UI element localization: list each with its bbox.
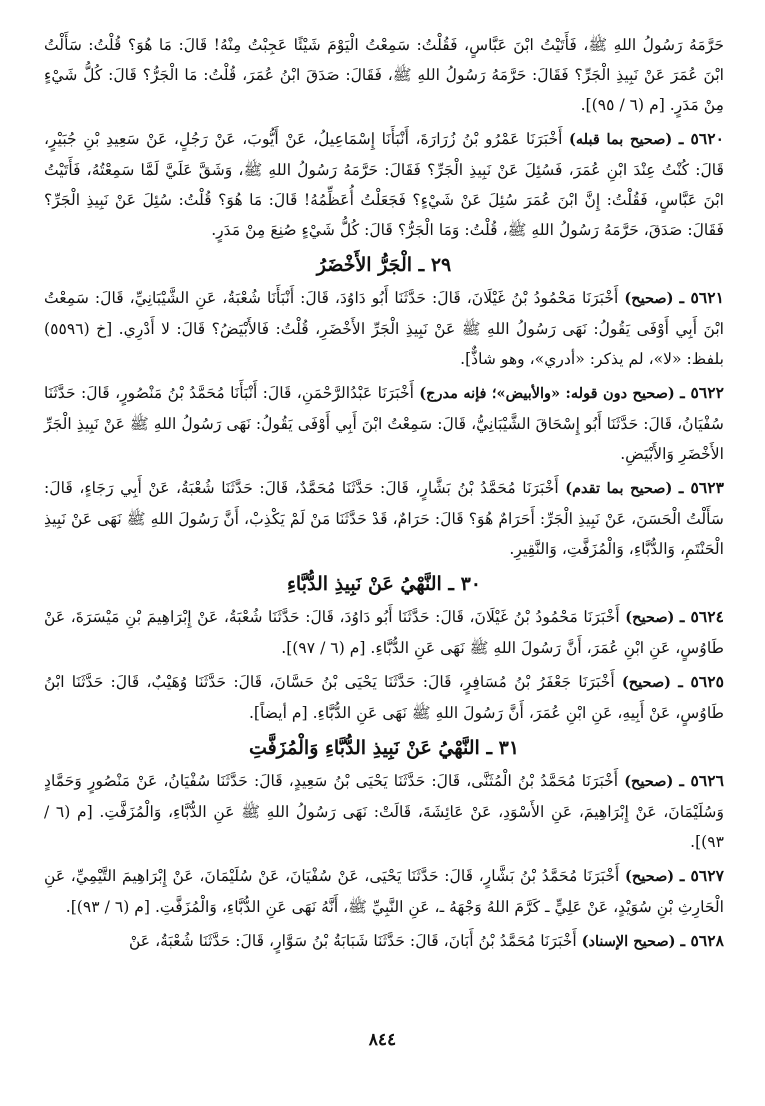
hadith-5626 [44,766,724,857]
chapter-heading-30: ٣٠ ـ النَّهْيُ عَنْ نَبِيذِ الدُّبَّاءِ [286,573,482,595]
page-number: ٨٤٤ [368,1030,397,1050]
hadith-grade: (صحيح) [625,868,675,885]
hadith-text: أَخْبَرَنَا جَعْفَرُ بْنُ مُسَافِرٍ، قَالَ: حَدَّثَنَا يَحْيَى بْنُ حَسَّانَ، قَالَ: حَدَّثَنَا وُهَيْبٌ، قَالَ: حَدَّثَنَا ابْنُ طَاوُسٍ، عَنْ أَبِيهِ، عَنِ ابْنِ عُمَرَ، أَنَّ رَسُولَ اللهِ ﷺ نَهَى عَنِ الدُّبَّاءِ. [م أيضاً]. [44,673,724,722]
hadith-number: ٥٦٢٥ ـ [678,672,724,691]
hadith-text: أَخْبَرَنَا عَمْرُو بْنُ زُرَارَةَ، أَنْبَأَنَا إِسْمَاعِيلُ، عَنْ أَيُّوبَ، عَنْ رَجُلٍ، عَنْ سَعِيدِ بْنِ جُبَيْرٍ، قَالَ: كُنْتُ عِنْدَ ابْنِ عُمَرَ، فَسُئِلَ عَنْ نَبِيذِ الْجَرِّ؟ فَقَالَ: حَرَّمَهُ رَسُولُ اللهِ ﷺ، وَشَقَّ عَلَيَّ لَمَّا سَمِعْتُهُ، فَأَتَيْتُ ابْنَ عَبَّاسٍ، فَقُلْتُ: إِنَّ ابْنَ عُمَرَ سُئِلَ عَنْ شَيْءٍ؟ فَجَعَلْتُ أُعَظِّمُهُ! قَالَ: مَا هُوَ؟ قُلْتُ: سُئِلَ عَنْ نَبِيذِ الْجَرِّ؟ فَقَالَ: صَدَقَ، حَرَّمَهُ رَسُولُ اللهِ ﷺ، قُلْتُ: وَمَا الْجَرُّ؟ قَالَ: كُلُّ شَيْءٍ صُنِعَ مِنْ مَدَرٍ. [44,130,724,239]
hadith-grade: (صحيح) [624,773,674,790]
hadith-text: أَخْبَرَنَا مُحَمَّدُ بْنُ الْمُثَنَّى، قَالَ: حَدَّثَنَا يَحْيَى بْنُ سَعِيدٍ، قَالَ: حَدَّثَنَا سُفْيَانُ، عَنْ مَنْصُورٍ وَحَمَّادٍ وَسُلَيْمَانَ، عَنْ إِبْرَاهِيمَ، عَنِ الأَسْوَدِ، عَنْ عَائِشَةَ، قَالَتْ: نَهَى رَسُولُ اللهِ ﷺ عَنِ الدُّبَّاءِ، وَالْمُزَفَّتِ. [م (٦ / ٩٣)]. [44,772,724,851]
hadith-5622 [44,378,724,469]
hadith-number: ٥٦٢٧ ـ [679,866,724,885]
hadith-grade: (صحيح بما قبله) [569,131,673,148]
hadith-5620 [44,124,724,245]
hadith-5628 [44,926,724,957]
hadith-text: أَخْبَرَنَا مُحَمَّدُ بْنُ بَشَّارٍ، قَالَ: حَدَّثَنَا مُحَمَّدٌ، قَالَ: حَدَّثَنَا شُعْبَةُ، عَنْ أَبِي رَجَاءٍ، قَالَ: سَأَلْتُ الْحَسَنَ، عَنْ نَبِيذِ الْجَرِّ: أَحَرَامٌ هُوَ؟ قَالَ: حَرَامٌ، قَدْ حَدَّثَنَا مَنْ لَمْ يَكْذِبْ، أَنَّ رَسُولَ اللهِ ﷺ نَهَى عَنْ نَبِيذِ الْحَنْتَمِ، وَالدُّبَّاءِ، وَالْمُزَفَّتِ، وَالنَّقِيرِ. [44,479,724,558]
page-text-column [44,30,724,961]
hadith-number: ٥٦٢٤ ـ [679,607,724,626]
hadith-grade: (صحيح) [625,609,675,626]
hadith-text: أَخْبَرَنَا مَحْمُودُ بْنُ غَيْلَانَ، قَالَ: حَدَّثَنَا أَبُو دَاوُدَ، قَالَ: أَنْبَأَنَا شُعْبَةُ، عَنِ الشَّيْبَانِيِّ، قَالَ: سَمِعْتُ ابْنَ أَبِي أَوْفَى يَقُولُ: نَهَى رَسُولُ اللهِ ﷺ عَنْ نَبِيذِ الْجَرِّ الأَخْضَرِ، قُلْتُ: فَالأَبْيَضُ؟ قَالَ: لا أَدْرِي. [خ (٥٥٩٦) بلفظ: «لا»، لم يذكر: «أدري»، وهو شاذٌّ]. [44,289,724,368]
hadith-text: أَخْبَرَنَا مُحَمَّدُ بْنُ أَبَانَ، قَالَ: حَدَّثَنَا شَبَابَةُ بْنُ سَوَّارٍ، قَالَ: حَدَّثَنَا شُعْبَةُ، عَنْ [128,932,577,950]
hadith-number: ٥٦٢٢ ـ [680,383,724,402]
hadith-grade: (صحيح) [621,674,672,691]
hadith-text: حَرَّمَهُ رَسُولُ اللهِ ﷺ، فَأَتَيْتُ ابْنَ عَبَّاسٍ، فَقُلْتُ: سَمِعْتُ الْيَوْمَ شَيْئًا عَجِبْتُ مِنْهُ! قَالَ: مَا هُوَ؟ قُلْتُ: سَأَلْتُ ابْنَ عُمَرَ عَنْ نَبِيذِ الْجَرِّ؟ فَقَالَ: حَرَّمَهُ رَسُولُ اللهِ ﷺ، فَقَالَ: صَدَقَ ابْنُ عُمَرَ، قُلْتُ: مَا الْجَرُّ؟ قَالَ: كُلُّ شَيْءٍ مِنْ مَدَرٍ. [م (٦ / ٩٥)]. [44,36,724,114]
chapter-heading-29: ٢٩ ـ الْجَرُّ الأَخْضَرُ [316,254,452,276]
hadith-grade: (صحيح بما تقدم) [565,480,673,497]
hadith-grade: (صحيح دون قوله: «والأبيض»؛ فإنه مدرج) [419,385,675,402]
hadith-text: أَخْبَرَنَا مَحْمُودُ بْنُ غَيْلَانَ، قَالَ: حَدَّثَنَا أَبُو دَاوُدَ، قَالَ: حَدَّثَنَا شُعْبَةُ، عَنْ إِبْرَاهِيمَ بْنِ مَيْسَرَةَ، عَنْ طَاوُسٍ، عَنِ ابْنِ عُمَرَ، أَنَّ رَسُولَ اللهِ ﷺ نَهَى عَنِ الدُّبَّاءِ. [م (٦ / ٩٧)]. [44,608,724,657]
hadith-5624 [44,602,724,663]
hadith-number: ٥٦٢٨ ـ [680,931,724,950]
hadith-grade: (صحيح الإسناد) [581,933,676,950]
hadith-5621 [44,283,724,374]
hadith-number: ٥٦٢١ ـ [679,288,725,307]
hadith-5619-continuation [44,30,724,120]
hadith-number: ٥٦٢٠ ـ [678,129,724,148]
hadith-grade: (صحيح) [624,290,674,307]
hadith-5625 [44,667,724,728]
hadith-5623 [44,473,724,564]
chapter-heading-31: ٣١ ـ النَّهْيُ عَنْ نَبِيذِ الدُّبَّاءِ وَالْمُزَفَّتِ [248,737,520,759]
hadith-5627 [44,861,724,922]
hadith-number: ٥٦٢٣ ـ [678,478,724,497]
hadith-text: أَخْبَرَنَا مُحَمَّدُ بْنُ بَشَّارٍ، قَالَ: حَدَّثَنَا يَحْيَى، عَنْ سُفْيَانَ، عَنْ سُلَيْمَانَ، عَنْ إِبْرَاهِيمَ التَّيْمِيِّ، عَنِ الْحَارِثِ بْنِ سُوَيْدٍ، عَنْ عَلِيٍّ ـ كَرَّمَ اللهُ وَجْهَهُ ـ، عَنِ النَّبِيِّ ﷺ، أَنَّهُ نَهَى عَنِ الدُّبَّاءِ، وَالْمُزَفَّتِ. [م (٦ / ٩٣)]. [44,867,724,916]
hadith-number: ٥٦٢٦ ـ [679,771,724,790]
hadith-text: أَخْبَرَنَا عَبْدُالرَّحْمَنِ، قَالَ: أَنْبَأَنَا مُحَمَّدُ بْنُ مَنْصُورٍ، قَالَ: حَدَّثَنَا سُفْيَانُ، قَالَ: حَدَّثَنَا أَبُو إِسْحَاقَ الشَّيْبَانِيُّ، قَالَ: سَمِعْتُ ابْنَ أَبِي أَوْفَى يَقُولُ: نَهَى رَسُولُ اللهِ ﷺ عَنْ نَبِيذِ الْجَرِّ الأَخْضَرِ وَالأَبْيَضِ. [44,384,724,463]
